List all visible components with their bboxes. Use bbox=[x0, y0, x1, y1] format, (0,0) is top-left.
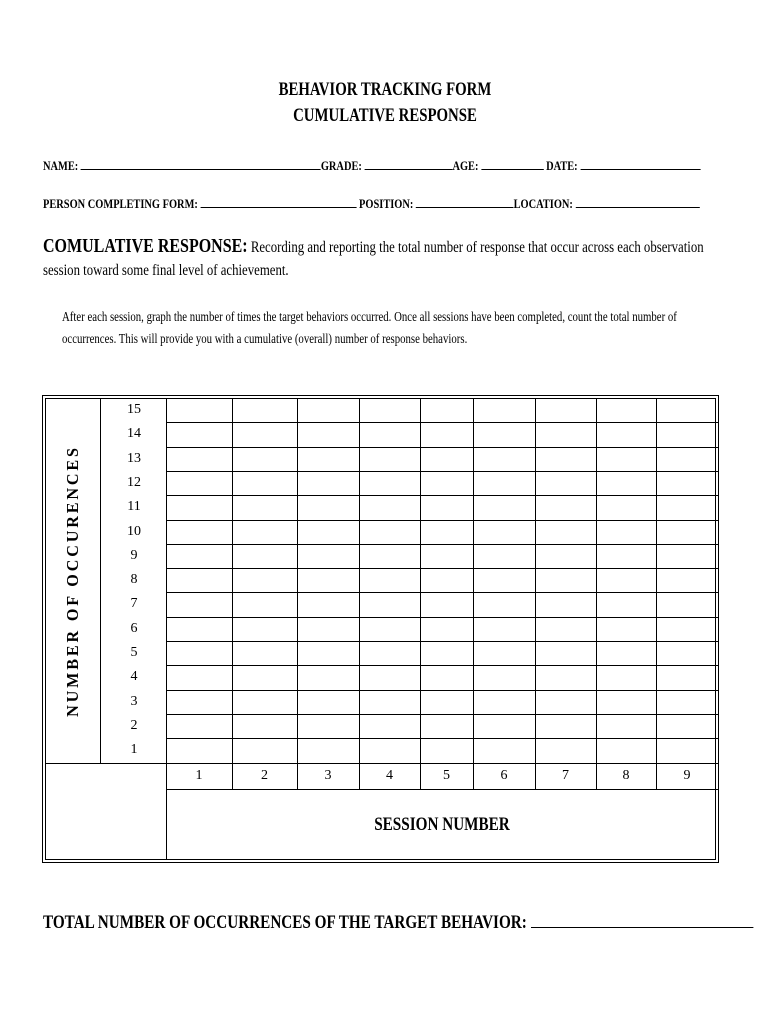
grid-cell[interactable] bbox=[657, 399, 718, 422]
grid-cell[interactable] bbox=[167, 545, 232, 568]
grid-cell[interactable] bbox=[657, 448, 718, 471]
grid-cell[interactable] bbox=[233, 423, 297, 446]
x-tick-label: 5 bbox=[443, 767, 450, 783]
y-tick-label: 7 bbox=[130, 596, 138, 612]
name-label: NAME: bbox=[43, 158, 79, 173]
grid-cell[interactable] bbox=[421, 472, 473, 495]
grid-cell[interactable] bbox=[360, 472, 420, 495]
y-tick-label: 5 bbox=[130, 645, 138, 660]
x-axis-label: SESSION NUMBER bbox=[374, 814, 510, 835]
grid-cell[interactable] bbox=[597, 715, 656, 738]
grid-cell[interactable] bbox=[536, 448, 596, 471]
y-tick-label: 1 bbox=[130, 742, 138, 758]
location-label: LOCATION: bbox=[513, 196, 573, 211]
grid-cell[interactable] bbox=[167, 569, 232, 592]
grid-cell[interactable] bbox=[657, 691, 718, 714]
grid-cell[interactable] bbox=[167, 642, 232, 665]
grid-cell[interactable] bbox=[474, 715, 535, 738]
grid-cell[interactable] bbox=[421, 593, 473, 616]
grid-cell[interactable] bbox=[536, 739, 596, 762]
grid-cell[interactable] bbox=[233, 448, 297, 471]
form-subtitle: CUMULATIVE RESPONSE bbox=[293, 105, 477, 126]
x-tick-label: 1 bbox=[195, 767, 203, 783]
y-tick-label: 15 bbox=[127, 402, 141, 417]
grid-cell[interactable] bbox=[167, 593, 232, 616]
x-tick-label: 4 bbox=[386, 767, 393, 783]
x-tick-row-bottom bbox=[166, 789, 718, 790]
grid-cell[interactable] bbox=[233, 521, 297, 544]
grid-cell[interactable] bbox=[167, 666, 232, 689]
grid-cell[interactable] bbox=[474, 691, 535, 714]
grid-cell[interactable] bbox=[536, 642, 596, 665]
grid-cell[interactable] bbox=[474, 399, 535, 422]
grid-cell[interactable] bbox=[421, 423, 473, 446]
intro-lead: COMULATIVE RESPONSE: bbox=[43, 235, 248, 257]
y-tick-label: 2 bbox=[130, 717, 138, 733]
grid-cell[interactable] bbox=[474, 545, 535, 568]
y-tick-label: 10 bbox=[127, 523, 141, 539]
date-label: DATE: bbox=[546, 158, 578, 173]
grid-cell[interactable] bbox=[298, 739, 359, 762]
grid-cell[interactable] bbox=[657, 715, 718, 738]
intro-paragraph bbox=[43, 235, 731, 282]
grid-cell[interactable] bbox=[233, 642, 297, 665]
y-axis-label: NUMBER OF OCCURENCES bbox=[63, 445, 82, 717]
grid-cell[interactable] bbox=[360, 618, 420, 641]
grid-cell[interactable] bbox=[536, 666, 596, 689]
grid-cell[interactable] bbox=[421, 569, 473, 592]
grid-cell[interactable] bbox=[298, 593, 359, 616]
intro-text: Recording and reporting the total number of response that occur across each observation session toward some final level of achievement. bbox=[43, 239, 704, 279]
grid-cell[interactable] bbox=[474, 569, 535, 592]
grid-cell[interactable] bbox=[233, 569, 297, 592]
grid-cell[interactable] bbox=[167, 423, 232, 446]
y-tick-label: 6 bbox=[130, 620, 138, 636]
grid-cell[interactable] bbox=[298, 399, 359, 422]
grid-cell[interactable] bbox=[298, 569, 359, 592]
date-field[interactable] bbox=[580, 157, 700, 170]
age-field[interactable] bbox=[481, 157, 543, 170]
grid-cell[interactable] bbox=[536, 545, 596, 568]
session-box-left bbox=[166, 789, 167, 861]
grid-cell[interactable] bbox=[474, 496, 535, 519]
grid-cell[interactable] bbox=[360, 399, 420, 422]
grid-cell[interactable] bbox=[360, 423, 420, 446]
grid-cell[interactable] bbox=[474, 593, 535, 616]
grid-cell[interactable] bbox=[233, 739, 297, 762]
grid-cell[interactable] bbox=[360, 691, 420, 714]
grid-cell[interactable] bbox=[233, 666, 297, 689]
y-tick-label: 3 bbox=[130, 693, 138, 709]
grid-cell[interactable] bbox=[597, 399, 656, 422]
grid-cell[interactable] bbox=[657, 496, 718, 519]
grid-cell[interactable] bbox=[536, 715, 596, 738]
grid-cell[interactable] bbox=[167, 448, 232, 471]
instructions: After each session, graph the number of times the target behaviors occurred. Once all sessions have been completed, count the total number of occurrences. This will provide you with a cumulative (overall) number of response behaviors. bbox=[62, 309, 677, 346]
grid-cell[interactable] bbox=[233, 545, 297, 568]
grid-cell[interactable] bbox=[536, 399, 596, 422]
grid-cell[interactable] bbox=[298, 642, 359, 665]
grid-cell[interactable] bbox=[597, 642, 656, 665]
grid-cell[interactable] bbox=[597, 691, 656, 714]
grid-cell[interactable] bbox=[474, 666, 535, 689]
y-tick-label: 8 bbox=[130, 572, 138, 588]
grid-cell[interactable] bbox=[657, 593, 718, 616]
grid-cell[interactable] bbox=[298, 715, 359, 738]
y-label-divider bbox=[100, 398, 101, 763]
grid-cell[interactable] bbox=[421, 666, 473, 689]
grid-cell[interactable] bbox=[360, 666, 420, 689]
grid-cell[interactable] bbox=[474, 521, 535, 544]
grid-cell[interactable] bbox=[360, 545, 420, 568]
position-field[interactable] bbox=[416, 195, 514, 208]
grid-cell[interactable] bbox=[536, 496, 596, 519]
location-field[interactable] bbox=[576, 195, 700, 208]
x-tick-label: 3 bbox=[324, 767, 332, 783]
grade-field[interactable] bbox=[364, 157, 452, 170]
grid-cell[interactable] bbox=[298, 666, 359, 689]
x-tick-label: 8 bbox=[622, 767, 630, 783]
grid-cell[interactable] bbox=[597, 593, 656, 616]
grid-cell[interactable] bbox=[657, 739, 718, 762]
grid-cell[interactable] bbox=[536, 423, 596, 446]
grid-cell[interactable] bbox=[597, 569, 656, 592]
grid-cell[interactable] bbox=[421, 399, 473, 422]
grid-cell[interactable] bbox=[657, 618, 718, 641]
grid-cell[interactable] bbox=[536, 472, 596, 495]
grid-cell[interactable] bbox=[657, 472, 718, 495]
grid-cell[interactable] bbox=[421, 521, 473, 544]
field-row-2 bbox=[43, 195, 700, 212]
y-tick-label: 4 bbox=[130, 669, 138, 685]
grid-cell[interactable] bbox=[657, 642, 718, 665]
grid-cell[interactable] bbox=[421, 545, 473, 568]
y-tick-label: 12 bbox=[127, 474, 141, 490]
grid-cell[interactable] bbox=[597, 521, 656, 544]
grid-cell[interactable] bbox=[536, 691, 596, 714]
grid-cell[interactable] bbox=[167, 715, 232, 738]
grid-cell[interactable] bbox=[298, 618, 359, 641]
x-tick-label: 7 bbox=[562, 767, 569, 783]
position-label: POSITION: bbox=[359, 196, 414, 211]
grid-cell[interactable] bbox=[657, 666, 718, 689]
grid-cell[interactable] bbox=[360, 739, 420, 762]
grid-cell[interactable] bbox=[421, 739, 473, 762]
grid-cell[interactable] bbox=[233, 399, 297, 422]
grid-cell[interactable] bbox=[536, 569, 596, 592]
grid-cell[interactable] bbox=[474, 448, 535, 471]
y-tick-label: 14 bbox=[127, 426, 141, 442]
grid-cell[interactable] bbox=[167, 739, 232, 762]
grid-cell[interactable] bbox=[167, 521, 232, 544]
grid-cell[interactable] bbox=[657, 521, 718, 544]
grid-cell[interactable] bbox=[657, 423, 718, 446]
grid-cell[interactable] bbox=[360, 496, 420, 519]
x-tick-label: 6 bbox=[500, 767, 508, 783]
grade-label: GRADE: bbox=[320, 158, 362, 173]
person-completing-field[interactable] bbox=[200, 195, 356, 208]
grid-cell[interactable] bbox=[233, 715, 297, 738]
grid-cell[interactable] bbox=[474, 642, 535, 665]
grid-cell[interactable] bbox=[657, 545, 718, 568]
grid-cell[interactable] bbox=[167, 472, 232, 495]
grid-cell[interactable] bbox=[233, 496, 297, 519]
age-label: AGE: bbox=[452, 158, 479, 173]
grid-cell[interactable] bbox=[360, 569, 420, 592]
person-completing-label: PERSON COMPLETING FORM: bbox=[43, 196, 198, 211]
grid-cell[interactable] bbox=[298, 691, 359, 714]
grid-cell[interactable] bbox=[421, 618, 473, 641]
grid-cell[interactable] bbox=[298, 496, 359, 519]
grid-cell[interactable] bbox=[597, 545, 656, 568]
grid-cell[interactable] bbox=[298, 545, 359, 568]
grid-cell[interactable] bbox=[360, 448, 420, 471]
grid-cell[interactable] bbox=[233, 472, 297, 495]
grid-cell[interactable] bbox=[597, 448, 656, 471]
grid-cell[interactable] bbox=[167, 618, 232, 641]
grid-cell[interactable] bbox=[597, 423, 656, 446]
x-tick-label: 9 bbox=[683, 767, 691, 783]
grid-cell[interactable] bbox=[421, 691, 473, 714]
grid-cell[interactable] bbox=[298, 521, 359, 544]
grid-cell[interactable] bbox=[474, 618, 535, 641]
grid-cell[interactable] bbox=[298, 423, 359, 446]
grid-cell[interactable] bbox=[167, 399, 232, 422]
grid-cell[interactable] bbox=[360, 593, 420, 616]
grid-cell[interactable] bbox=[298, 472, 359, 495]
form-title: BEHAVIOR TRACKING FORM bbox=[278, 79, 492, 100]
grid-cell[interactable] bbox=[360, 521, 420, 544]
total-label: TOTAL NUMBER OF OCCURRENCES OF THE TARGET BEHAVIOR: bbox=[43, 912, 527, 933]
y-tick-label: 13 bbox=[127, 450, 141, 466]
grid-cell[interactable] bbox=[421, 715, 473, 738]
grid-cell[interactable] bbox=[421, 642, 473, 665]
grid-cell[interactable] bbox=[597, 739, 656, 762]
total-line bbox=[43, 912, 753, 934]
grid-cell[interactable] bbox=[597, 496, 656, 519]
total-field[interactable] bbox=[531, 913, 753, 928]
grid-cell[interactable] bbox=[474, 472, 535, 495]
x-tick-label: 2 bbox=[261, 767, 268, 783]
grid-cell[interactable] bbox=[597, 472, 656, 495]
name-field[interactable] bbox=[81, 157, 321, 170]
grid-cell[interactable] bbox=[167, 496, 232, 519]
grid-cell[interactable] bbox=[474, 739, 535, 762]
grid-cell[interactable] bbox=[597, 618, 656, 641]
grid-cell[interactable] bbox=[233, 593, 297, 616]
grid-cell[interactable] bbox=[421, 496, 473, 519]
grid-cell[interactable] bbox=[233, 618, 297, 641]
y-tick-label: 9 bbox=[130, 547, 138, 563]
field-row-1 bbox=[43, 157, 700, 174]
grid-cell[interactable] bbox=[421, 448, 473, 471]
grid-cell[interactable] bbox=[167, 691, 232, 714]
grid-cell[interactable] bbox=[597, 666, 656, 689]
grid-cell[interactable] bbox=[474, 423, 535, 446]
grid-cell[interactable] bbox=[298, 448, 359, 471]
y-tick-label: 11 bbox=[127, 499, 141, 515]
grid-cell[interactable] bbox=[536, 618, 596, 641]
grid-cell[interactable] bbox=[233, 691, 297, 714]
grid-cell[interactable] bbox=[360, 642, 420, 665]
grid-cell[interactable] bbox=[360, 715, 420, 738]
grid-cell[interactable] bbox=[536, 593, 596, 616]
grid-cell[interactable] bbox=[536, 521, 596, 544]
grid-cell[interactable] bbox=[657, 569, 718, 592]
